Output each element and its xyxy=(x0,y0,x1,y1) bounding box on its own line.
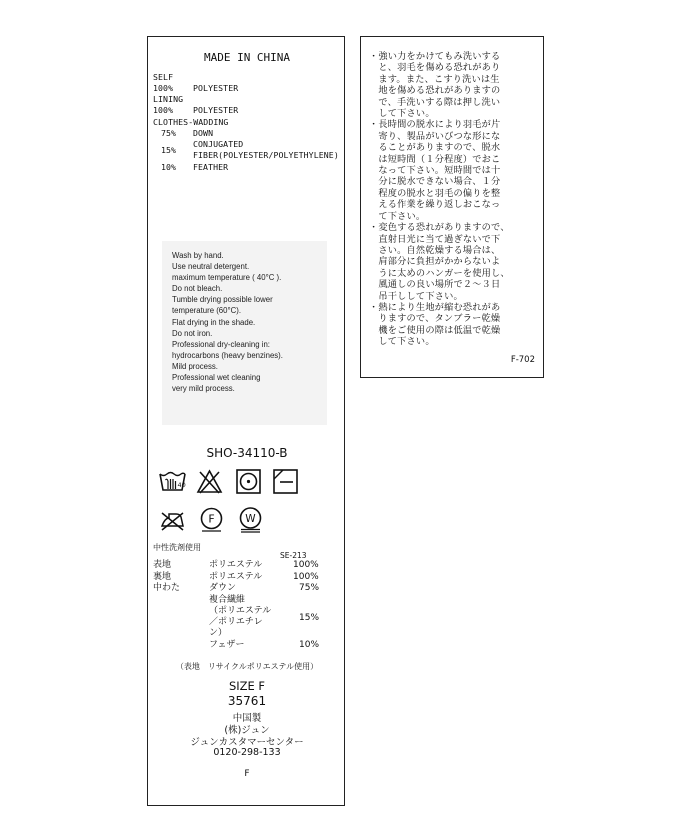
hand-wash-temp: 40 xyxy=(177,481,186,489)
care-line: very mild process. xyxy=(172,384,235,394)
warning-line: える作業を繰り返しおこなっ xyxy=(369,199,501,211)
warning-line: 風通しの良い場所で２～３日 xyxy=(369,279,501,291)
item-number: 35761 xyxy=(227,694,267,708)
warning-line: 直射日光に当て過ぎないで下 xyxy=(369,233,501,245)
lining-pct: 100% xyxy=(153,105,174,115)
warning-line: ・強い力をかけてもみ洗いする xyxy=(369,51,501,62)
warning-line: りますので、タンブラー乾燥 xyxy=(369,313,501,325)
nakawata-label: 中わた xyxy=(153,583,181,593)
care-line: temperature (60°C). xyxy=(172,306,241,316)
warning-line: 程度の脱水と羽毛の偏りを整 xyxy=(369,187,501,199)
warning-line: して下さい。 xyxy=(369,336,435,348)
warning-line: ・変色する恐れがありますので、 xyxy=(369,222,510,234)
warning-line: して下さい。 xyxy=(369,108,435,120)
warning-line: で、手洗いする際は押し洗い xyxy=(369,96,501,108)
conjugated-pct: 15% xyxy=(161,145,177,155)
warning-line: なって下さい。短時間では十 xyxy=(369,165,501,177)
self-pct: 100% xyxy=(153,83,174,93)
feather-jp-pct: 10% xyxy=(299,640,320,650)
dry-clean-letter: F xyxy=(208,512,215,526)
care-line: Wash by hand. xyxy=(172,251,224,260)
care-line: Professional wet cleaning xyxy=(172,373,261,383)
care-line: hydrocarbons (heavy benzines). xyxy=(172,350,283,360)
warning-line: 肩部分に負担がかからないよ xyxy=(369,256,501,268)
style-number: SHO-34110-B xyxy=(206,446,288,460)
care-line: Do not iron. xyxy=(172,328,213,338)
warning-line: 分に脱水できない場合、１分 xyxy=(369,176,501,188)
warning-line: さい。自然乾燥する場合は、 xyxy=(369,244,501,256)
warning-line: 寄り、製品がいびつな形にな xyxy=(369,130,501,142)
care-line: Professional dry-cleaning in: xyxy=(172,339,270,349)
tumble-dry-low-icon xyxy=(235,468,262,495)
care-line: Flat drying in the shade. xyxy=(172,317,256,327)
warning-line: ることがありますので、脱水 xyxy=(369,142,501,154)
feather-material: FEATHER xyxy=(193,162,229,172)
recycle-note: （表地 リサイクルポリエステル使用） xyxy=(175,662,319,671)
label-code: F-702 xyxy=(510,355,535,365)
down-jp-pct: 75% xyxy=(299,583,320,593)
feather-pct: 10% xyxy=(161,162,177,172)
fukugo-line3: ／ポリエチレ xyxy=(209,617,263,627)
warning-line: て下さい。 xyxy=(369,210,426,222)
care-line: Use neutral detergent. xyxy=(172,262,250,272)
lining-label: LINING xyxy=(153,94,184,104)
made-in-jp: 中国製 xyxy=(232,713,262,724)
down-material: DOWN xyxy=(193,128,214,138)
size-label: SIZE F xyxy=(228,679,266,693)
warning-line: 地を傷める恐れがありますの xyxy=(369,85,501,97)
no-bleach-icon xyxy=(196,468,223,495)
self-label: SELF xyxy=(153,72,174,82)
ura-pct: 100% xyxy=(293,572,319,582)
down-pct: 75% xyxy=(161,128,177,138)
omote-label: 表地 xyxy=(153,560,172,570)
warning-line: うに太めのハンガーを使用し、 xyxy=(369,267,510,279)
warning-line: ・熱により生地が縮む恐れがあ xyxy=(369,301,501,313)
se-code: SE-213 xyxy=(280,551,307,560)
lining-material: POLYESTER xyxy=(193,105,239,115)
care-label-left xyxy=(147,36,345,806)
flat-dry-shade-icon xyxy=(272,468,299,495)
care-line: maximum temperature ( 40°C ). xyxy=(172,273,282,283)
care-line: Tumble drying possible lower xyxy=(172,295,273,305)
conjugated-line1: CONJUGATED xyxy=(193,139,244,149)
down-jp: ダウン xyxy=(209,583,237,593)
fukugo-line4: ン） xyxy=(209,628,228,638)
fukugo-pct: 15% xyxy=(299,613,320,623)
care-line: Mild process. xyxy=(172,361,218,371)
no-iron-icon xyxy=(159,506,186,533)
company-name: (株)ジュン xyxy=(224,725,270,736)
fukugo-line2: （ポリエステル xyxy=(209,606,272,616)
feather-jp: フェザー xyxy=(209,640,245,650)
customer-center: ジュンカスタマーセンター xyxy=(190,737,304,748)
omote-pct: 100% xyxy=(293,560,319,570)
warning-line: は短時間（１分程度）でおこ xyxy=(369,153,501,165)
wet-clean-letter: W xyxy=(245,513,256,525)
dry-clean-f-icon xyxy=(198,506,225,533)
fukugo-line1: 複合繊維 xyxy=(209,595,246,605)
wet-clean-w-icon xyxy=(237,506,264,533)
made-in-heading: MADE IN CHINA xyxy=(203,51,291,64)
detergent-note: 中性洗剤使用 xyxy=(153,543,201,552)
conjugated-line2: FIBER(POLYESTER/POLYETHYLENE) xyxy=(193,150,339,160)
phone-number: 0120-298-133 xyxy=(213,747,281,758)
care-instructions-english xyxy=(162,241,327,425)
self-material: POLYESTER xyxy=(193,83,239,93)
care-warnings-japanese xyxy=(369,51,541,348)
warning-line: と、羽毛を傷める恐れがあり xyxy=(369,62,501,74)
ura-material: ポリエステル xyxy=(209,572,263,582)
bottom-letter: F xyxy=(244,769,250,779)
warning-line: 機をご使用の際は低温で乾燥 xyxy=(369,324,501,336)
hand-wash-icon xyxy=(159,468,186,495)
warning-line: ます。また、こすり洗いは生 xyxy=(369,73,500,85)
care-label-right xyxy=(360,36,544,378)
wadding-label: CLOTHES-WADDING xyxy=(153,117,229,127)
ura-label: 裏地 xyxy=(153,572,172,582)
warning-line: 吊干しして下さい。 xyxy=(369,290,463,302)
omote-material: ポリエステル xyxy=(209,560,263,570)
warning-line: ・長時間の脱水により羽毛が片 xyxy=(369,119,501,131)
care-line: Do not bleach. xyxy=(172,284,223,294)
